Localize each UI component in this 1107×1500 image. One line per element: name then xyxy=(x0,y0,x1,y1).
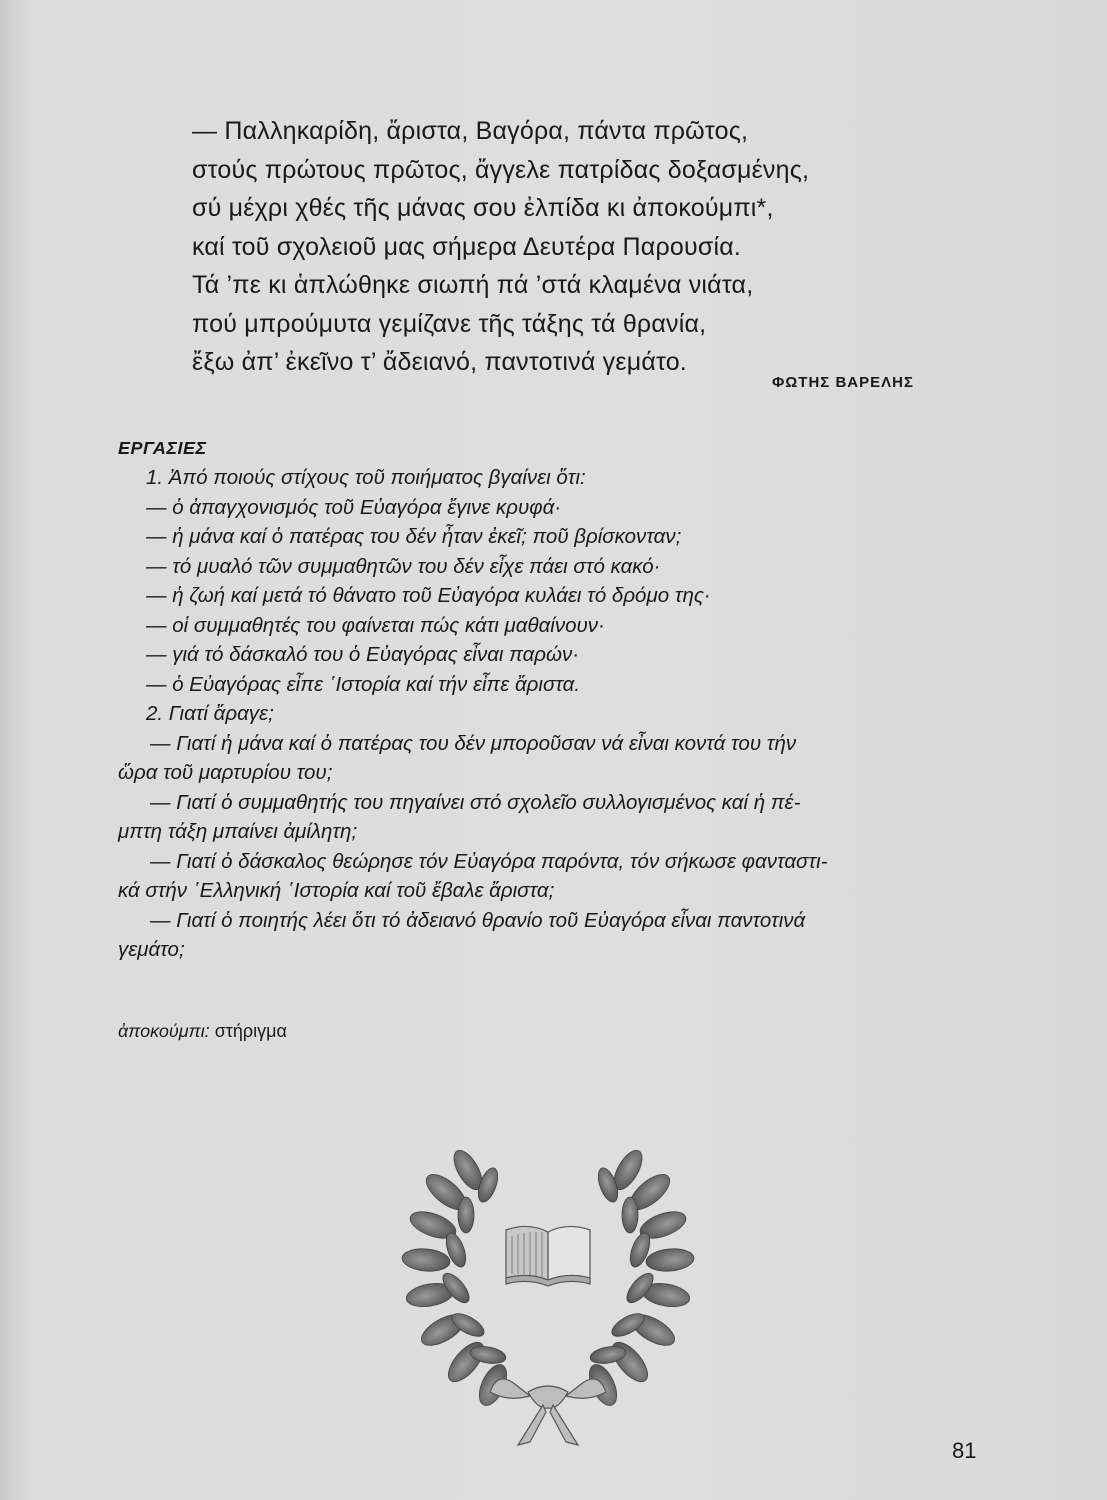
tasks-heading: ΕΡΓΑΣΙΕΣ xyxy=(118,438,207,458)
footnote-definition: στήριγμα xyxy=(209,1021,287,1041)
task-question: 2. Γιατί ἄραγε; xyxy=(146,702,274,725)
task-item: — οἱ συμμαθητές του φαίνεται πώς κάτι μαθαίνουν· xyxy=(146,613,605,637)
poem-line: — Παλληκαρίδη, ἄριστα, Βαγόρα, πάντα πρῶτος, xyxy=(192,117,749,145)
task-item: — ἡ ζωή καί μετά τό θάνατο τοῦ Εὐαγόρα κυλάει τό δρόμο της· xyxy=(146,584,711,607)
poem-line: Τά ’πε κι ἁπλώθηκε σιωπή πά ’στά κλαμένα νιάτα, xyxy=(192,271,754,299)
task-item: — Γιατί ὁ δάσκαλος θεώρησε τόν Εὐαγόρα παρόντα, τόν σήκωσε φανταστι- xyxy=(150,849,828,873)
task-item-cont: κά στήν ῾Ελληνική ῾Ιστορία καί τοῦ ἔβαλε ἄριστα; xyxy=(118,879,555,902)
task-item-cont: μπτη τάξη μπαίνει ἀμίλητη; xyxy=(118,820,358,843)
poem-line: πού μπρούμυτα γεμίζανε τῆς τάξης τά θρανία, xyxy=(192,309,707,338)
footnote-term: ἀποκούμπι: xyxy=(118,1021,210,1041)
task-item: — Γιατί ὁ ποιητής λέει ὅτι τό ἀδειανό θρανίο τοῦ Εὐαγόρα εἶναι παντοτινά xyxy=(150,908,806,932)
task-item: — Γιατί ἡ μάνα καί ὁ πατέρας του δέν μποροῦσαν νά εἶναι κοντά του τήν xyxy=(150,731,797,755)
task-item: — ὁ Εὐαγόρας εἶπε ῾Ιστορία καί τήν εἶπε ἄριστα. xyxy=(146,672,581,696)
task-item: — τό μυαλό τῶν συμμαθητῶν του δέν εἶχε πάει στό κακό· xyxy=(146,554,661,578)
task-item: — ἡ μάνα καί ὁ πατέρας του δέν ἦταν ἐκεῖ; ποῦ βρίσκονταν; xyxy=(146,525,682,548)
footnote xyxy=(118,1021,287,1042)
page-number: 81 xyxy=(952,1438,977,1463)
laurel-wreath-book-icon xyxy=(398,1130,698,1450)
task-item: — ὁ ἀπαγχονισμός τοῦ Εὐαγόρα ἔγινε κρυφά· xyxy=(146,495,562,519)
poem-line: σύ μέχρι χθές τῆς μάνας σου ἐλπίδα κι ἀποκούμπι*, xyxy=(192,194,774,222)
task-question: 1. Ἀπό ποιούς στίχους τοῦ ποιήματος βγαίνει ὅτι: xyxy=(146,466,586,489)
poem-line: καί τοῦ σχολειοῦ μας σήμερα Δευτέρα Παρουσία. xyxy=(192,232,742,261)
poem xyxy=(192,112,952,382)
poem-author: ΦΩΤΗΣ ΒΑΡΕΛΗΣ xyxy=(771,374,914,391)
task-item: — Γιατί ὁ συμμαθητής του πηγαίνει στό σχολεῖο συλλογισμένος καί ἡ πέ- xyxy=(150,790,801,814)
poem-line: ἔξω ἀπ’ ἐκεῖνο τ’ ἄδειανό, παντοτινά γεμάτο. xyxy=(192,348,687,376)
task-item-cont: γεμάτο; xyxy=(118,938,185,961)
task-item-cont: ὥρα τοῦ μαρτυρίου του; xyxy=(118,761,333,784)
tasks-list xyxy=(118,463,978,965)
poem-line: στούς πρώτους πρῶτος, ἄγγελε πατρίδας δοξασμένης, xyxy=(192,155,810,184)
task-item: — γιά τό δάσκαλό του ὁ Εὐαγόρας εἶναι παρών· xyxy=(146,643,580,666)
